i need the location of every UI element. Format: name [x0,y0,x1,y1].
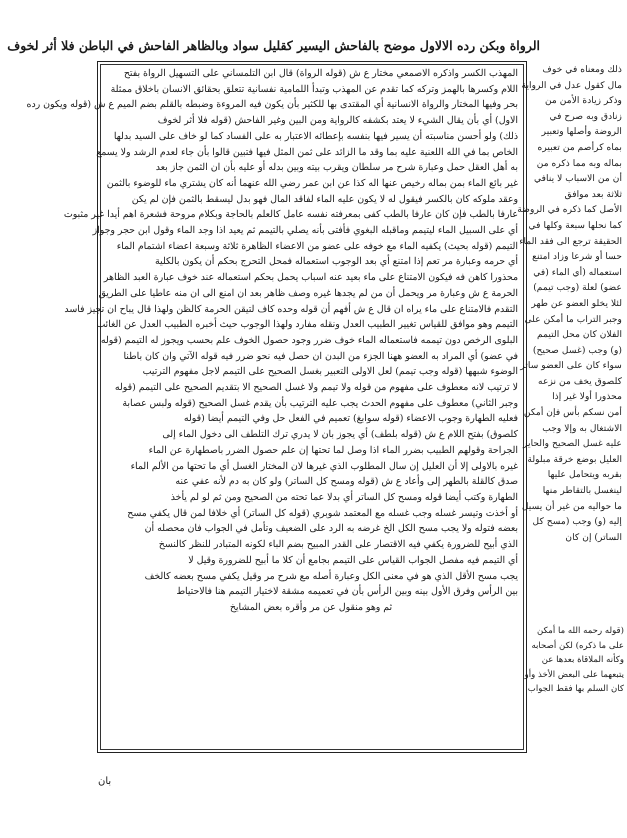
margin-line: (و) وجب (غسل صحيح) [532,344,622,356]
commentary-line: وجبر الثاني) معطوف على مفهوم الحدث يجب عليه الترتيب بأن يقدم غسل الصحيح (قوله ولبس عصابة [122,397,518,409]
margin-line: سواء كان على العضو ساتر [520,360,622,372]
commentary-line: فعليه الطهارة وجوب الاعضاء (قوله سوابغ) تعميم في الفعل حل وفي التيمم أيضا (قوله [183,413,518,425]
margin-line: استعماله (أي الماء (في [533,266,622,278]
header-title: الرواة وبكن رده الالاول موضح بالفاحش اليسير كقليل سواد وبالظاهر الفاحش في الباطن فلا أثر لخوف [7,37,540,53]
commentary-line: بين الرأس وفرق الأول بينه وبين الرأس بأن في تعميمه مشقة لاختيار التيمم هنا فالاحتياط [176,586,518,598]
commentary-line: الخاص بما في الله اللعنية عليه بما وقد ما الزائد على ثمن المثل فيها فتبين قالوا بأن جاء لعدم الرشد ولا يسمع [96,146,518,158]
margin-line: بماه كرأصم من تعبيره [537,141,622,153]
margin-line: ثلاثة بعد موافق [564,188,622,200]
commentary-line: بعضه فتوله ولا يجب مسح الكل الخ غرضه به الرد على الضعيف وتأمل في الجواب فان محصله أن [144,523,518,535]
commentary-line: الحرمة ع ش وعبارة مر ويحمل أن من لم يجدها غيره وصف ظاهر بعد ان امنع الى ان منه عاطيا على الطريق [98,287,518,299]
commentary-line: صدق كالقلة بالطهر إلى وأعاد ع ش (قوله ومسح كل الساتر) ولو كان به دم لأنه عفي عنه [175,476,518,488]
commentary-line: غيره بالاولى إلا أن العليل إن سال المطلوب الذي غيرها لان المختار الغسل أي ما تحتها من الألم الماء [130,460,518,472]
margin-line: بقربه ويتحامل عليها [547,469,622,481]
commentary-line: التيمم (قوله بحيث) يكفيه الماء مع خوفه على عضو من الاعضاء الظاهرة ثلاثة وسبعة اعضاء اشتمام الماء [116,240,518,252]
margin-note-box [524,624,624,750]
margin-line: لينغسل بالتقاطر منها [542,485,622,497]
commentary-line: الوضوء شبهها (قوله وجب تيمم) لعل الاولى التعبير بغسل الصحيح على التيمم لاجل مفهوم الترتيب [142,366,518,378]
margin-note-line: على ما ذكره) لكن أصحابه [531,640,624,651]
margin-line: عليه غسل الصحيح والحاير [522,438,622,450]
commentary-line: أي حرمه وعبارة مر تعم إذا امتنع أي بعد الوجوب استعماله فمحل التحرج بحكم أن يكون بالكلية [154,256,518,268]
margin-line: الحقيقة ترجع الى فقد الماء [519,235,622,247]
commentary-line: كلصوق) بفتح اللام ع ش (قوله بلطف) أي يجوز بان لا يدري ترك التلطف الى دخول الماء إلى [162,429,518,441]
commentary-line: اللام وكسرها بالهمز وتركه كما تقدم عن المهذب وتبدأ اللمامية نفسانية تتعلق بحقائق الانسان باخلاق ممثلة [110,83,518,95]
margin-line: الفلان كان محل التيمم [536,329,622,341]
margin-note-line: (قوله رحمه الله ما أمكن [536,626,624,636]
margin-line: بماله وبه مما ذكره من [536,157,622,169]
margin-line: عضو) لعلة (وجب تيمم) [533,282,622,294]
commentary-line: الاول) أي بأن يقال الشيء لا يعتد بكشفه كالرواية ومن البين وغير الفاحش (قوله فلا أثر لخوف [157,115,518,127]
commentary-line: لا ترتيب لانه معطوف على مفهوم من قوله ولا تيمم ولا غسل الصحيح الا بتقديم الصحيح على التيمم (قوله [114,382,518,394]
commentary-line: المهذب الكسر واذكره الاصمعي مختار ع ش (قوله الرواة) قال ابن التلمساني على التسهيل الرواة بفتح [123,68,518,79]
commentary-line: به أهل العقل حمل وعبارة شرح مر سلطان ويقرب بيته وبين بدله أو عليه بأن ان الثمن جاز بعد [155,162,518,174]
margin-line: لئلا يخلو العضو عن طهر [531,297,622,309]
margin-text-column [517,62,622,622]
commentary-line: عارفا بالطب فإن كان عارفا بالطب كفى بمعرفته نفسه عامل كالعلم بالحاجة وبكلام مروحة فشعرة اهم أيدا غير مثبوت [63,209,518,221]
commentary-line: أي على السبيل الماء ليتيمم وماقبله البغوي فأفتى بأنه يصلي بالتيمم ثم يعيد اذا وجد الماء وقول ابن حجر وجواز [92,225,518,237]
margin-line: الساتر) إن كان [565,531,622,543]
margin-line: مال كقول عدل في الرواية [521,79,622,91]
margin-line: الروضة وأصلها وتعبير [541,126,622,138]
margin-line: أن من الاسباب لا ينافي [533,173,622,185]
margin-line: كلصوق يخف من نزعه [538,375,622,387]
margin-line: وذكر زيادة الأمن من [544,95,622,107]
margin-line: كما نحلها سبعة وكلها في [528,219,622,231]
margin-line: الأصل كما ذكره في الروضة [517,204,622,216]
margin-line: ذلك ومعناه في خوف [542,64,622,75]
commentary-line: التقدم فالامتناع على ماء يراه ان قال ع ش أفهم أن قوله وحده كاف لتيقن الحرمة كالظن ولهذا قال يباح ان تجيز فاسد [64,303,518,315]
commentary-column [26,66,518,746]
margin-line: زنادق وبه صرح في [549,110,622,122]
commentary-line: ذلك) ولو أحسن مناسبته أن يسير فيها بنفسه بإعطائه الاعتبار به على الفساد كما لو خاف على السيد بدلها [113,130,518,142]
running-header [7,34,540,56]
commentary-line: بحر وفيها المختار والرواة الانسانية أي المقتدى بها للكثير بأن يكون فيه المروءة وضبطه بالقلم بضم الميم ع ش (قوله ويكون رده [26,99,518,111]
commentary-line: محذورا كاهن فه فيكون الامتناع على ماء بعيد عنه اسباب يحمل بحكم استعماله عند خوف عبارة العبد الظاهر [103,272,518,284]
commentary-line: التيمم وهو موافق للقياس تغيير الطبيب العدل ونقله مفارد ولهذا الوجوب حيث أخبره الطبيب العدل عن الغائب [96,319,518,331]
commentary-line: غير بائع الماء بمن بماله رخيص عنها اله كذا عن ابن عمر رضي الله عنهما أنه كان يشتري ماء للوضوء بالثمن [106,177,518,189]
commentary-line: ثم وهو منقول عن مر وأقره بعض المشايخ [229,601,393,613]
commentary-line: وعقد ملوكه كان بالكسر فيقول له لا يكون عليه الماء لفاقد المال فهو بدل ليسقط بالثمن فإن لم يكن [131,193,518,205]
margin-line: إليه (و) وجب (مسح كل [532,516,622,528]
margin-line: محذورا أولا غير إذا [552,391,622,403]
commentary-line: الطهارة وكتب أيضا قوله ومسح كل الساتر أي بدلا عما تحته من الصحيح ومن ثم لو لم يأخذ [170,491,518,503]
commentary-line: أو أخذت وتيسر غسله وجب غسله مع المعتمد شوبري (قوله كل الساتر) أي خلافا لمن قال يكفي مسح [127,507,518,519]
commentary-line: الجراحة وقولهم الطبيب بضرر الماء اذا وصل لما تحتها إن علم حصول الضرر باصطهارة عن الماء [148,444,518,456]
commentary-line: الذي أبيح للضرورة يكفي فيه الاقتصار على القدر المبيح بضم الباء لكونه المتبادر للنظر كالنسخ [158,539,518,551]
margin-line: وجبر التراب ما أمكن على [524,313,622,325]
margin-note-line: كان السلم بها فقط الجواب [527,684,624,695]
margin-note-line: يتبعهما على البعض الأخذ وأو [524,669,624,680]
commentary-line: يجب مسح الأقل الذي هو في معنى الكل وعبارة أصله مع شرح مر وقيل يكفي مسح بعضه كالخف [144,570,518,582]
page-number [0,37,7,53]
commentary-line: أي التيمم فيه مفصل الجواب القياس على التيمم بجامع أن كلا ما أبيح للضرورة وقيل لا [188,554,518,566]
commentary-line: البلوى الرخص دون تيممه فاستعماله الماء خوف ضرر وجود حصول الخوف علم بحسب ويجوز له التيمم (قوله [100,334,518,346]
margin-note-line: وكأنه الملاقاة بعدها عن [541,655,624,666]
margin-line: ما حواليه من غير أن يسيل [521,500,622,512]
margin-line: حسا أو شرعا وزاد امتنع [532,251,622,263]
catchword: بان [98,776,112,787]
commentary-line: في عضو) أي المراد به العضو ههنا الجزء من البدن ان حصل فيه نحو ضرر فيه قوله الآتي وان كان باطنا [123,350,518,362]
margin-line: العليل بوضع خرقة مبلولة [527,453,622,465]
margin-line: أمن نسكم بأس فإن أمكن [523,407,622,419]
margin-line: الاشتغال به وإلا وجب [542,422,622,434]
